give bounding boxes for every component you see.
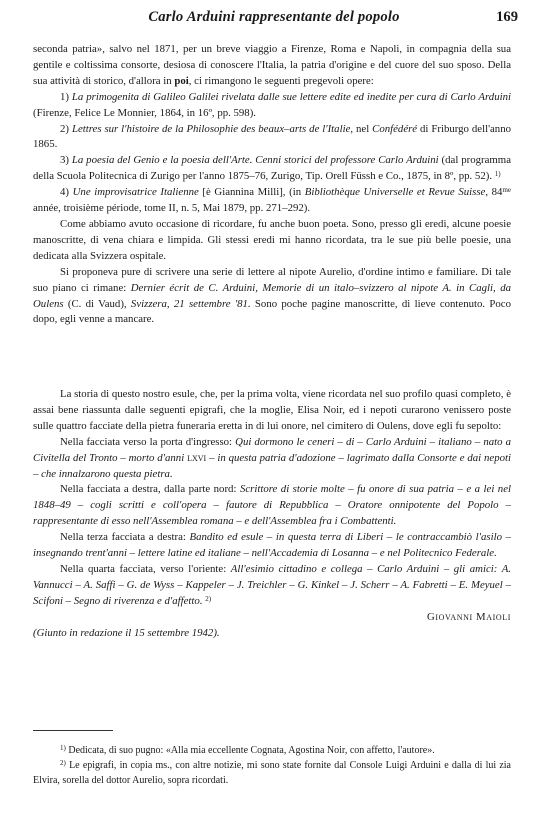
footnote-2 <box>33 758 511 788</box>
work-4 <box>33 185 511 217</box>
work-details: (Firenze, Felice Le Monnier, 1864, in 16º, pp. 598). <box>33 106 257 119</box>
letters-title: Dernier écrit de C. Arduini, Memorie di un italo–svizzero al nipote A. in Cagli, da Oulens <box>33 281 511 310</box>
footnote-separator <box>33 730 113 731</box>
ordinal-suffix: me <box>502 186 511 195</box>
work-number: 1) <box>60 90 69 103</box>
author-signature: Giovanni Maioli <box>426 610 511 623</box>
footnote-1 <box>33 743 511 758</box>
work-title: La poesia del Genio e la poesia dell'Arte. Cenni storici del professore Carlo Arduini <box>71 154 439 167</box>
facade-lead: Nella terza facciata a destra: <box>60 531 190 544</box>
footnote-marker: 1) <box>494 170 501 179</box>
footnote-text: Dedicata, di suo pugno: «Alla mia eccellente Cognata, Agostina Noir, con affetto, l'autore». <box>68 745 435 756</box>
letters-date: Svizzera, 21 settembre '81. <box>130 297 251 310</box>
running-title: Carlo Arduini rappresentante del popolo <box>148 9 400 25</box>
intro-text: seconda patria», salvo nel 1871, per un breve viaggio a Firenze, Roma e Napoli, in compagnia della sua gentile e coltissima consorte, desiosa di conoscere l'Italia, la patria d'origine e del cuore del suo sposo. Della sua attività di storico, d'allora in <box>33 43 511 87</box>
facade-lead: Nella quarta facciata, verso l'oriente: <box>60 562 231 575</box>
footnote-marker: 2) <box>205 594 212 603</box>
footnotes <box>33 743 511 788</box>
work-title: La primogenita di Galileo Galilei rivelata dalle sue lettere edite ed inedite per cura di Carlo Arduini <box>71 90 511 103</box>
epigraph-roman-number: lxvi <box>187 451 207 464</box>
epigraph-text: Bandito ed esule – in questa terra di Liberi – le contraccambiò l'asilo – insegnando trent'anni – lettere latine ed italiane – nell'Accademia di Losanna – e nel Politecnico Federale. <box>33 531 511 560</box>
page-number: 169 <box>496 9 518 25</box>
story-paragraph: La storia di questo nostro esule, che, per la prima volta, viene ricordata nel suo profilo quasi completo, è assai bene riassunta dalle seguenti epigrafi, che la moglie, Elisa Noir, ed i nepoti curarono venissero poste sulle quattro facciate della pietra funeraria eretta in di lui onore, nel cimitero di Oulens, dove egli fu sepolto: <box>33 388 511 432</box>
epigraph-text: All'esimio cittadino e collega – Carlo Arduini – gli amici: A. Vannucci – A. Saffi – G. de Wyss – Kappeler – J. Treichler – G. Kinkel – J. Scherr – A. Fabretti – E. Meyuel – Scifoni – Segno di riverenza e d'affetto. <box>33 562 512 607</box>
work-connector: [è Giannina Milli], (in <box>198 186 305 199</box>
letters-text-end: Sono poche pagine manoscritte, di lieve contenuto. Poco dopo, egli venne a mancare. <box>33 297 511 326</box>
epigraph-section <box>33 387 511 642</box>
epigraph-text: Scrittore di storie molte – fu onore di sua patria – e a lei nel 1848–49 – cogli scritti e coll'opera – fautore di Repubblica – Oratore onnipotente del Popolo – rappresentante di esso nell'Assemblea romana – e dell'Assemblea fra i Combattenti. <box>33 483 511 528</box>
work-2 <box>33 122 511 154</box>
letters-paragraph <box>33 265 511 329</box>
intro-paragraph <box>33 42 511 90</box>
work-details: (dal programma della Scuola Politecnica di Zurigo per l'anno 1875–76, Zurigo, Tip. Orell Füssh e Co., 1875, in 8º, pp. 52). <box>33 154 511 183</box>
work-1 <box>33 90 511 122</box>
work-connector: , nel <box>350 122 373 135</box>
intro-text-end: , ci rimangono le seguenti pregevoli opere: <box>188 74 374 87</box>
received-date: (Giunto in redazione il 15 settembre 1942). <box>33 626 220 639</box>
letters-text: Si proponeva pure di scrivere una serie di lettere al nipote Aurelio, d'ordine intimo e familiare. Di tale suo piano ci rimane: <box>33 265 511 294</box>
work-details: , 84 <box>485 186 503 199</box>
work-title: Une improvisatrice Italienne <box>72 186 199 199</box>
work-number: 4) <box>60 186 69 199</box>
footnote-number: 2) <box>60 759 66 767</box>
facade-3 <box>33 530 511 562</box>
letters-place: (C. di Vaud), <box>63 297 131 310</box>
work-details: di Friburgo dell'anno 1865. <box>33 122 511 151</box>
epigraph-text: Qui dormono le ceneri – di – Carlo Arduini – italiano – nato a Civitella del Tronto – morto d'anni <box>33 435 511 464</box>
running-header <box>30 10 518 30</box>
work-number: 3) <box>60 154 69 167</box>
facade-1 <box>33 435 511 483</box>
facade-lead: Nella facciata verso la porta d'ingresso: <box>60 435 236 448</box>
poet-paragraph: Come abbiamo avuto occasione di ricordare, fu anche buon poeta. Sono, presso gli eredi, alcune poesie manoscritte, di vena chiara e limpida. Gli stessi eredi mi hanno ricordata, tra le sue più belle poesie, una dedicata alla Svizzera ospitale. <box>33 217 511 262</box>
facade-4 <box>33 562 511 610</box>
epigraph-text-end: – in questa patria d'adozione – lagrimato dalla Consorte e dai nepoti – che innalzarono questa pietra. <box>33 451 511 480</box>
footnote-text: Le epigrafi, in copia ms., con altre notizie, mi sono state fornite dal Console Luigi Arduini e dalla di lui zia Elvira, sorella del dottor Aurelio, sopra ricordati. <box>33 760 511 786</box>
work-number: 2) <box>60 122 69 135</box>
facade-lead: Nella facciata a destra, dalla parte nord: <box>60 483 240 496</box>
footnote-number: 1) <box>60 744 66 752</box>
work-journal: Confédéré <box>372 122 418 135</box>
work-journal: Bibliothèque Universelle et Revue Suisse <box>304 186 486 199</box>
facade-2 <box>33 482 511 530</box>
work-3 <box>33 153 511 185</box>
main-text <box>33 42 511 328</box>
work-details-end: année, troisième période, tome II, n. 5, Mai 1879, pp. 271–292). <box>33 202 311 215</box>
work-title: Lettres sur l'histoire de la Philosophie des beaux–arts de l'Italie <box>71 122 351 135</box>
intro-bold-word: poi <box>174 74 189 87</box>
